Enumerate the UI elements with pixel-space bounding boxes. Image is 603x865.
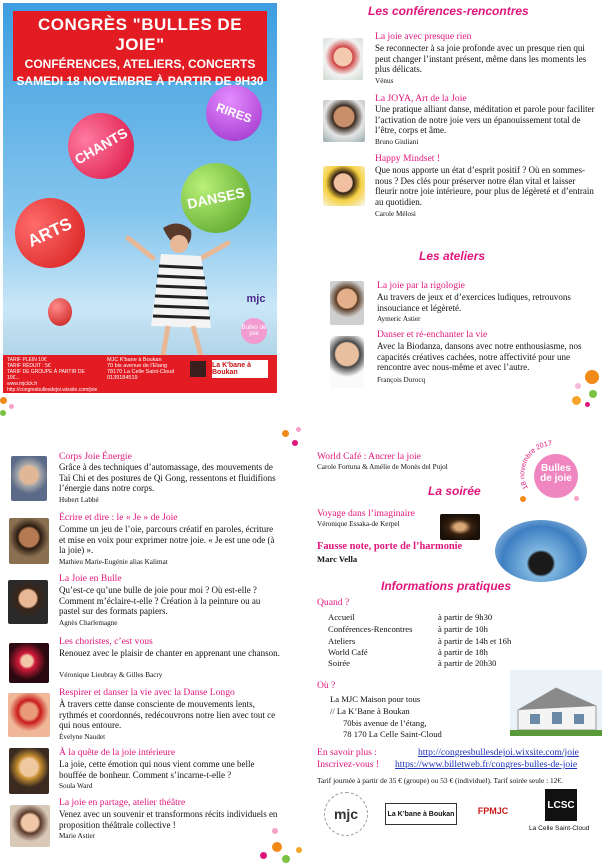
event-poster (3, 3, 277, 393)
balloon-small (48, 298, 72, 326)
balloon-rires: RIRES (198, 77, 270, 149)
balloon-arts: ARTS (3, 186, 96, 279)
more-info-label: En savoir plus : (317, 747, 377, 758)
logo-mjc: mjc (324, 792, 368, 836)
poster-address-line: 0139184519 (107, 375, 138, 381)
address-line: // La K’Bane à Boukan (330, 706, 410, 716)
ou-label: Où ? (317, 680, 336, 691)
schedule-label: Soirée (328, 658, 350, 668)
poster-address (107, 357, 197, 381)
more-info-link[interactable]: http://congresbullesdejoi.wixsite.com/joie (418, 747, 579, 758)
schedule-time: à partir de 18h (438, 647, 488, 657)
conference-2-title: La JOYA, Art de la Joie (375, 93, 467, 104)
schedule-time: à partir de 9h30 (438, 612, 493, 622)
dancer-illustration (123, 218, 233, 358)
atelier-longo-title: Respirer et danser la vie avec la Danse Longo (59, 687, 235, 698)
atelier-bulle-title: La Joie en Bulle (59, 573, 122, 584)
poster-price-line: http://congresbullesdejoi.wixsite.com/joie (7, 387, 98, 393)
photo-carole-melosi (323, 166, 365, 206)
photo-hubert-labbe (11, 456, 47, 501)
schedule-time: à partir de 20h30 (438, 658, 497, 668)
schedule-time: à partir de 14h et 16h (438, 636, 512, 646)
atelier-theatre-desc: Venez avec un souvenir et transformons récits individuels en proposition théâtrale collective ! (59, 809, 278, 830)
poster-footer (3, 355, 277, 393)
conference-2-author: Bruno Giuliani (375, 138, 419, 146)
conference-3-desc: Que nous apporte un état d’esprit positif ? Où en sommes-nous ? Des clés pour préserver notre élan vital et laisser fleurir notre joie intérieure, pour plus de légèreté et d’entrain au quotidien. (375, 165, 594, 207)
poster-banner (13, 11, 267, 88)
schedule-label: Conférences-Rencontres (328, 624, 413, 634)
register-label: Inscrivez-vous ! (317, 759, 380, 770)
conference-3-title: Happy Mindset ! (375, 153, 441, 164)
schedule-time: à partir de 10h (438, 624, 488, 634)
poster-date: SAMEDI 18 NOVEMBRE À PARTIR DE 9H30 (16, 74, 264, 88)
photo-venus (323, 38, 363, 80)
logo-lcsc-caption: La Celle Saint-Cloud (529, 825, 590, 832)
quand-label: Quand ? (317, 597, 350, 608)
atelier-choristes-desc: Renouez avec le plaisir de chanter en apprenant une chanson. (59, 648, 280, 658)
address-line: 78 170 La Celle Saint-Cloud (343, 729, 442, 739)
poster-mjc-logo: mjc (246, 293, 266, 305)
poster-address-line: MJC K'bane à Boukan (107, 357, 162, 363)
badge-name: Bulles de joie (540, 463, 572, 484)
photo-evelyne-naudet (8, 693, 50, 737)
poster-title: CONGRÈS "BULLES DE JOIE" (37, 15, 243, 54)
atelier-longo-desc: À travers cette danse consciente de mouvements lents, rythmés et coordonnés, redécouvrons notre lien avec tout ce qui nous entoure. (59, 699, 276, 731)
mjc-building-image (510, 670, 602, 736)
atelier-corps-author: Hubert Labbé (59, 496, 99, 504)
poster-price-line: www.mjclck.fr (7, 381, 38, 387)
world-cafe-author: Carole Fortuna & Amélie de Monès del Pujol (317, 463, 448, 471)
photo-agnes-charlemagne (8, 580, 48, 624)
atelier-choristes-title: Les choristes, c’est vous (59, 636, 153, 647)
balloon-chants: CHANTS (56, 101, 146, 191)
world-cafe-title: World Café : Ancrer la joie (317, 451, 421, 462)
photo-choristes (9, 643, 49, 683)
atelier-interieure-title: À la quête de la joie intérieure (59, 747, 176, 758)
conference-3-author: Carole Mélosi (375, 210, 416, 218)
poster-footer-logo-dark (190, 361, 206, 377)
atelier-theatre-author: Marie Astier (59, 832, 96, 840)
conference-2-desc: Une pratique alliant danse, méditation et parole pour faciliter l’activation de notre joie vers un épanouissement total de l’être, corps et âme. (375, 104, 595, 136)
photo-mathieu-kalimat (9, 518, 49, 564)
soiree-voyage-author: Véronique Essaka-de Kerpel (317, 520, 400, 528)
photo-aymeric-astier (330, 281, 364, 325)
atelier-ecrire-title: Écrire et dire : le « Je » de Joie (59, 512, 178, 523)
atelier-rigologie-author: Aymeric Astier (377, 315, 421, 323)
atelier-ecrire-desc: Comme un jeu de l’oie, parcours créatif en paroles, écriture et mise en voix pour exprimer notre joie. « Je est une ode (à la joie) ». (59, 524, 275, 556)
atelier-interieure-author: Soula Ward (59, 782, 93, 790)
atelier-ecrire-author: Mathieu Marie-Eugénie alias Kalimat (59, 558, 168, 566)
poster-bulles-badge: Bulles de joie (241, 318, 267, 344)
atelier-corps-title: Corps Joie Énergie (59, 451, 132, 462)
poster-price-line: TARIF DE GROUPE À PARTIR DE 10€... (7, 369, 85, 381)
photo-voyage (440, 514, 480, 540)
soiree-fausse-title: Fausse note, porte de l’harmonie (317, 541, 463, 552)
soiree-fausse-author: Marc Vella (317, 554, 358, 564)
atelier-biodanza-author: François Durocq (377, 376, 426, 384)
schedule-label: Accueil (328, 612, 355, 622)
logo-lcsc: LCSC (545, 789, 577, 821)
atelier-bulle-desc: Qu’est-ce qu’une bulle de joie pour moi ? Où est-elle ? Comment m’éclaire-t-elle ? Création à la peinture ou au pastel sur des formats papiers. (59, 585, 261, 617)
schedule-label: Ateliers (328, 636, 356, 646)
poster-price-line: TARIF PLEIN 10€ (7, 357, 47, 363)
conferences-heading: Les conférences-rencontres (368, 4, 529, 18)
logo-kbane: La K’bane à Boukan (385, 803, 457, 825)
photo-bruno-giuliani (323, 100, 365, 142)
badge-date: 18 novembre 2017 (519, 440, 553, 491)
soiree-voyage-title: Voyage dans l’imaginaire (317, 508, 415, 519)
atelier-corps-desc: Grâce à des techniques d’automassage, des mouvements de Taï Chi et des postures de Qi Gong, ressentons et fluidifions l’énergie dans notre corps. (59, 462, 276, 494)
schedule-label: World Café (328, 647, 368, 657)
atelier-bulle-author: Agnès Charlemagne (59, 619, 118, 627)
poster-prices (7, 357, 97, 393)
register-link[interactable]: https://www.billetweb.fr/congres-bulles-de-joie (395, 759, 578, 770)
conference-1-desc: Se reconnecter à sa joie profonde avec un presque rien qui peut changer l’instant présent, même dans les moments les plus délicats. (375, 43, 587, 75)
photo-marie-astier (10, 805, 50, 847)
tarif-text: Tarif journée à partir de 35 € (groupe) ou 53 € (individuel). Tarif soirée seule : 12€. (317, 776, 563, 785)
conference-1-title: La joie avec presque rien (375, 31, 472, 42)
soiree-heading: La soirée (428, 484, 481, 498)
atelier-rigologie-desc: Au travers de jeux et d’exercices ludiques, retrouvons insouciance et légèreté. (377, 292, 571, 313)
poster-kbane-logo: La K'bane à Boukan (212, 360, 268, 378)
poster-address-line: 70 bis avenue de l'Etang (107, 363, 168, 369)
photo-piano (495, 520, 587, 582)
poster-subtitle: CONFÉRENCES, ATELIERS, CONCERTS (24, 57, 256, 71)
atelier-choristes-author: Véronique Lieubray & Gilles Bacry (59, 671, 163, 679)
poster-address-line: 78170 La Celle Saint-Cloud (107, 369, 175, 375)
atelier-rigologie-title: La joie par la rigologie (377, 280, 465, 291)
atelier-interieure-desc: La joie, cette émotion qui nous vient comme une belle bouffée de bonheur. Comment s’incarne-t-elle ? (59, 759, 255, 780)
photo-soula-ward (9, 748, 49, 794)
logo-fpmjc: FPMJC (477, 806, 509, 816)
atelier-biodanza-desc: Avec la Biodanza, dansons avec notre enthousiasme, nos capacités créatives cachées, notre affectivité pour une rencontre avec nous-même et avec l’autre. (377, 341, 582, 373)
photo-francois-durocq (330, 336, 364, 388)
atelier-biodanza-title: Danser et ré-enchanter la vie (377, 329, 488, 340)
balloon-danses: DANSES (174, 156, 257, 239)
conference-1-author: Vénus (375, 77, 394, 85)
atelier-longo-author: Évelyne Naudet (59, 733, 106, 741)
address-line: 70bis avenue de l’étang, (343, 718, 427, 728)
atelier-theatre-title: La joie en partage, atelier théâtre (59, 797, 186, 808)
poster-price-line: TARIF RÉDUIT : 5€ (7, 363, 51, 369)
ateliers-heading: Les ateliers (419, 249, 486, 263)
address-line: La MJC Maison pour tous (330, 694, 421, 704)
infos-heading: Informations pratiques (381, 579, 512, 593)
